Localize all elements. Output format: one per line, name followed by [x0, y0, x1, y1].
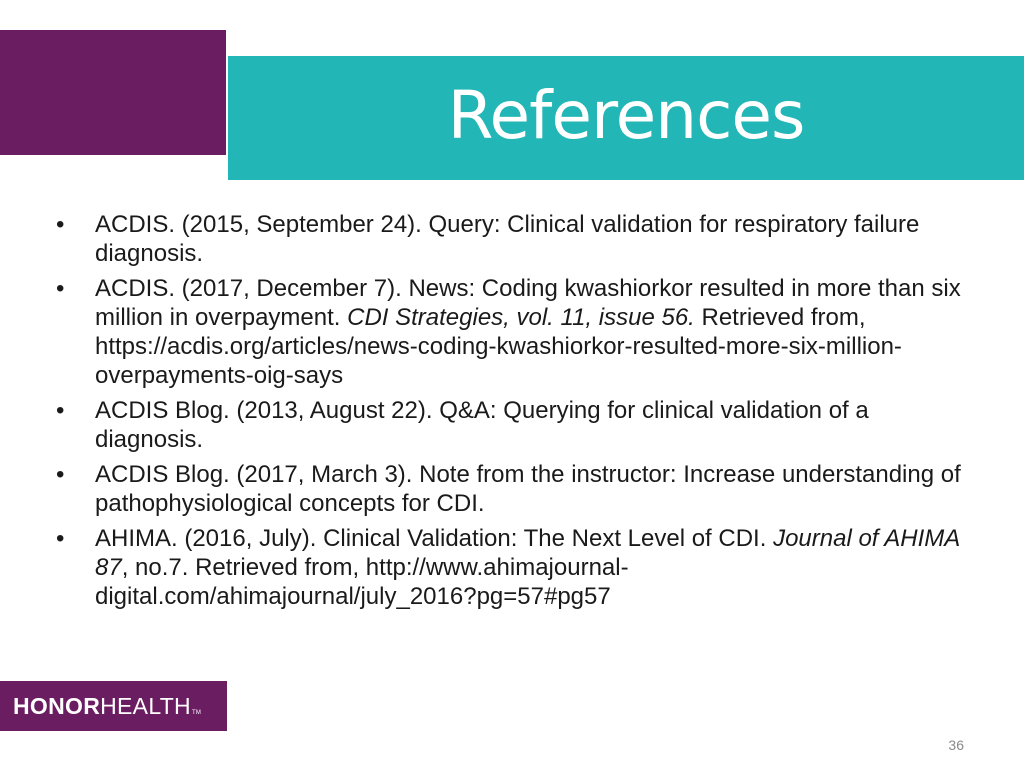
references-list	[56, 210, 976, 617]
reference-text: AHIMA. (2016, July). Clinical Validation: The Next Level of CDI.	[95, 525, 774, 552]
reference-text: Retrieved from, https://acdis.org/articles/news-coding-kwashiorkor-resulted-more-six-million-overpayments-oig-says	[95, 304, 902, 389]
reference-item	[56, 460, 976, 518]
title-bar	[228, 56, 1024, 180]
page-number: 36	[948, 737, 964, 753]
slide-title: References	[447, 77, 805, 154]
reference-item	[56, 210, 976, 268]
reference-item	[56, 524, 976, 611]
bullet-icon: •	[56, 461, 65, 488]
reference-text: ACDIS. (2017, December 7). News: Coding kwashiorkor resulted in more than six million in overpayment.	[95, 275, 961, 331]
bullet-icon: •	[56, 525, 65, 552]
reference-text: ACDIS Blog. (2017, March 3). Note from the instructor: Increase understanding of pathophysiological concepts for CDI.	[95, 461, 961, 517]
reference-item	[56, 274, 976, 390]
reference-item	[56, 396, 976, 454]
reference-text: ACDIS Blog. (2013, August 22). Q&A: Querying for clinical validation of a diagnosis.	[95, 397, 869, 453]
bullet-icon: •	[56, 275, 65, 302]
reference-text: ACDIS. (2015, September 24). Query: Clinical validation for respiratory failure diagnosis.	[95, 211, 920, 267]
logo-bold-text: HONOR	[13, 693, 101, 719]
reference-italic-text: CDI Strategies, vol. 11, issue 56.	[347, 304, 695, 331]
logo-light-text: HEALTH	[100, 693, 191, 719]
logo-trademark: TM	[191, 710, 202, 716]
honorhealth-logo	[0, 681, 227, 731]
reference-text: , no.7. Retrieved from, http://www.ahimajournal-digital.com/ahimajournal/july_2016?pg=57#pg57	[95, 554, 629, 610]
purple-accent-block	[0, 30, 226, 155]
bullet-icon: •	[56, 397, 65, 424]
reference-italic-text: Journal of AHIMA 87	[95, 525, 960, 581]
bullet-icon: •	[56, 211, 65, 238]
